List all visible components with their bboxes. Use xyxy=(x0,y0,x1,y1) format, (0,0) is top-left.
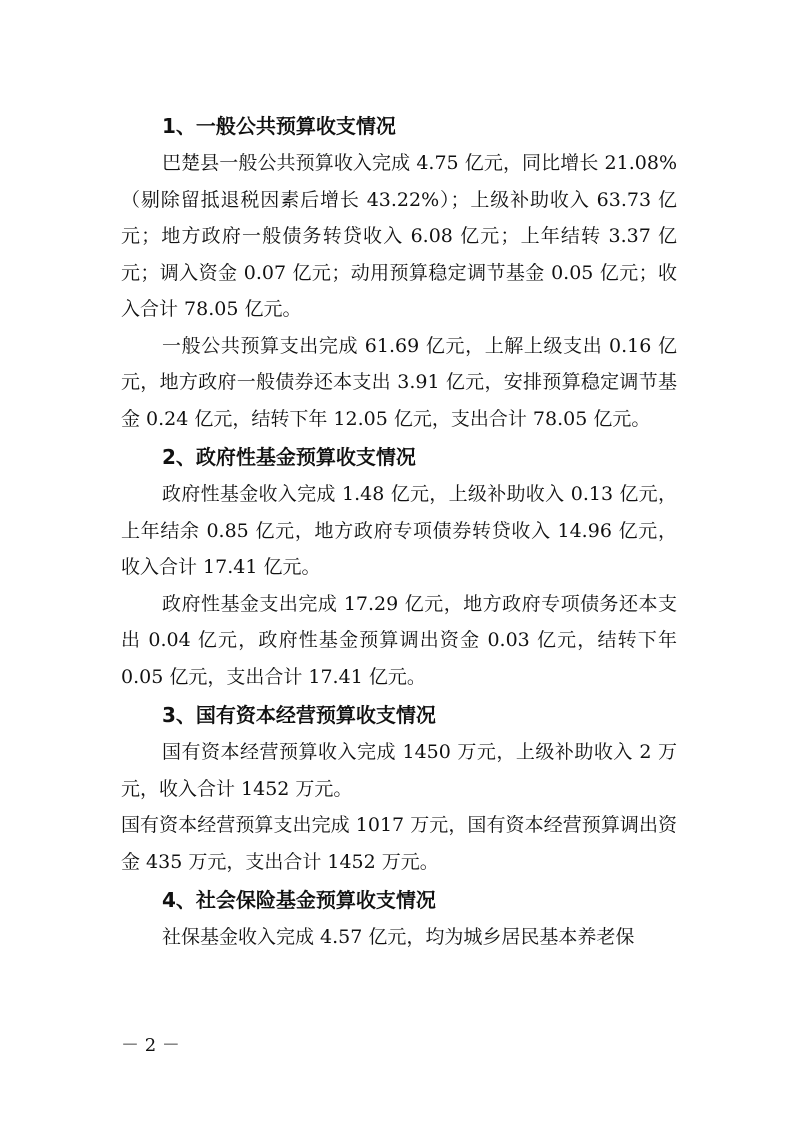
document-page xyxy=(121,108,677,956)
paragraph-state-capital-expenditure: 国有资本经营预算支出完成 1017 万元，国有资本经营预算调出资金 435 万元，支出合计 1452 万元。 xyxy=(121,814,677,873)
paragraph-general-budget-revenue: 巴楚县一般公共预算收入完成 4.75 亿元，同比增长 21.08%（剔除留抵退税因素后增长 43.22%）；上级补助收入 63.73 亿元；地方政府一般债务转贷收入 6.08 亿元；上年结转 3.37 亿元；调入资金 0.07 亿元；动用预算稳定调节基金 0.05 亿元；收入合计 78.05 亿元。 xyxy=(121,152,677,320)
paragraph-general-budget-expenditure: 一般公共预算支出完成 61.69 亿元，上解上级支出 0.16 亿元，地方政府一般债券还本支出 3.91 亿元，安排预算稳定调节基金 0.24 亿元，结转下年 12.05 亿元，支出合计 78.05 亿元。 xyxy=(121,334,677,430)
paragraph-government-fund-expenditure: 政府性基金支出完成 17.29 亿元，地方政府专项债务还本支出 0.04 亿元，政府性基金预算调出资金 0.03 亿元，结转下年 0.05 亿元，支出合计 17.41 亿元。 xyxy=(121,592,677,688)
paragraph-social-insurance-revenue: 社保基金收入完成 4.57 亿元，均为城乡居民基本养老保 xyxy=(162,926,635,948)
section-heading-general-budget: 1、一般公共预算收支情况 xyxy=(162,114,396,138)
paragraph-state-capital-revenue: 国有资本经营预算收入完成 1450 万元，上级补助收入 2 万元，收入合计 1452 万元。 xyxy=(121,741,677,800)
page-number: － 2 － xyxy=(121,1035,180,1056)
section-heading-social-insurance: 4、社会保险基金预算收支情况 xyxy=(162,888,436,912)
paragraph-government-fund-revenue: 政府性基金收入完成 1.48 亿元，上级补助收入 0.13 亿元，上年结余 0.85 亿元，地方政府专项债券转贷收入 14.96 亿元，收入合计 17.41 亿元。 xyxy=(121,483,677,578)
section-heading-state-capital: 3、国有资本经营预算收支情况 xyxy=(162,703,436,727)
section-heading-government-fund: 2、政府性基金预算收支情况 xyxy=(162,445,416,469)
